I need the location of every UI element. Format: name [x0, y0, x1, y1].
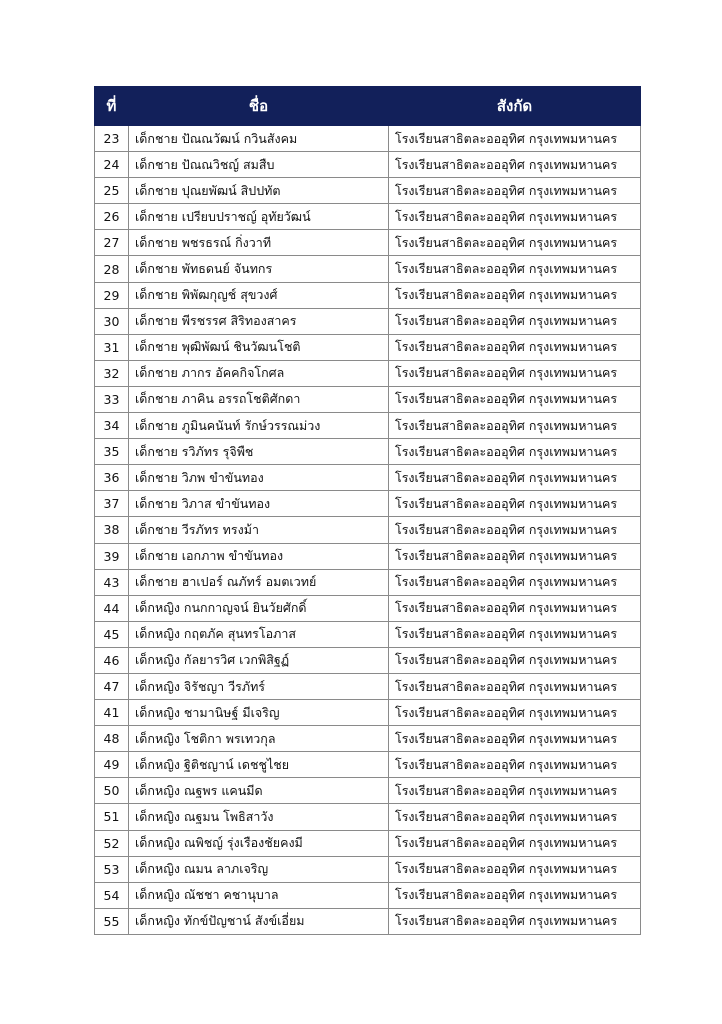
student-name: เด็กหญิง กฤตภัค สุนทรโอภาส	[129, 621, 389, 647]
row-number: 46	[95, 647, 129, 673]
school-affiliation: โรงเรียนสาธิตละอออุทิศ กรุงเทพมหานคร	[389, 152, 641, 178]
row-number: 35	[95, 439, 129, 465]
student-name: เด็กหญิง ณัชชา คชานุบาล	[129, 882, 389, 908]
student-name: เด็กหญิง ฐิติชญาน์ เดชชูไชย	[129, 752, 389, 778]
school-affiliation: โรงเรียนสาธิตละอออุทิศ กรุงเทพมหานคร	[389, 856, 641, 882]
school-affiliation: โรงเรียนสาธิตละอออุทิศ กรุงเทพมหานคร	[389, 465, 641, 491]
row-number: 47	[95, 673, 129, 699]
row-number: 23	[95, 126, 129, 152]
student-name: เด็กชาย พิพัฒกุญช์ สุขวงศ์	[129, 282, 389, 308]
row-number: 27	[95, 230, 129, 256]
row-number: 44	[95, 595, 129, 621]
table-row	[95, 282, 641, 308]
school-affiliation: โรงเรียนสาธิตละอออุทิศ กรุงเทพมหานคร	[389, 752, 641, 778]
school-affiliation: โรงเรียนสาธิตละอออุทิศ กรุงเทพมหานคร	[389, 830, 641, 856]
school-affiliation: โรงเรียนสาธิตละอออุทิศ กรุงเทพมหานคร	[389, 778, 641, 804]
school-affiliation: โรงเรียนสาธิตละอออุทิศ กรุงเทพมหานคร	[389, 908, 641, 934]
school-affiliation: โรงเรียนสาธิตละอออุทิศ กรุงเทพมหานคร	[389, 569, 641, 595]
student-roster-table	[94, 86, 641, 935]
row-number: 51	[95, 804, 129, 830]
student-name: เด็กชาย รวิภัทร รุจิพืช	[129, 439, 389, 465]
row-number: 33	[95, 386, 129, 412]
school-affiliation: โรงเรียนสาธิตละอออุทิศ กรุงเทพมหานคร	[389, 726, 641, 752]
school-affiliation: โรงเรียนสาธิตละอออุทิศ กรุงเทพมหานคร	[389, 517, 641, 543]
table-row	[95, 256, 641, 282]
student-name: เด็กชาย ปุณยพัฒน์ สิปปทัต	[129, 178, 389, 204]
table-row	[95, 595, 641, 621]
school-affiliation: โรงเรียนสาธิตละอออุทิศ กรุงเทพมหานคร	[389, 282, 641, 308]
row-number: 31	[95, 334, 129, 360]
table-row	[95, 882, 641, 908]
row-number: 54	[95, 882, 129, 908]
student-name: เด็กชาย ฮาเปอร์ ณภัทร์ อมตเวทย์	[129, 569, 389, 595]
table-row	[95, 830, 641, 856]
student-name: เด็กหญิง ชามานิษฐ์ มีเจริญ	[129, 700, 389, 726]
table-row	[95, 230, 641, 256]
row-number: 30	[95, 308, 129, 334]
school-affiliation: โรงเรียนสาธิตละอออุทิศ กรุงเทพมหานคร	[389, 491, 641, 517]
student-name: เด็กชาย ภาคิน อรรถโชติศักดา	[129, 386, 389, 412]
table-row	[95, 700, 641, 726]
row-number: 36	[95, 465, 129, 491]
school-affiliation: โรงเรียนสาธิตละอออุทิศ กรุงเทพมหานคร	[389, 230, 641, 256]
table-row	[95, 726, 641, 752]
table-row	[95, 465, 641, 491]
student-name: เด็กชาย พชรธรณ์ กิ่งวาที	[129, 230, 389, 256]
school-affiliation: โรงเรียนสาธิตละอออุทิศ กรุงเทพมหานคร	[389, 413, 641, 439]
row-number: 55	[95, 908, 129, 934]
row-number: 38	[95, 517, 129, 543]
table-row	[95, 517, 641, 543]
table-header-row	[95, 87, 641, 126]
school-affiliation: โรงเรียนสาธิตละอออุทิศ กรุงเทพมหานคร	[389, 386, 641, 412]
table-row	[95, 308, 641, 334]
student-name: เด็กหญิง ณมน ลาภเจริญ	[129, 856, 389, 882]
table-row	[95, 152, 641, 178]
row-number: 26	[95, 204, 129, 230]
student-name: เด็กชาย พีรชรรศ สิริทองสาคร	[129, 308, 389, 334]
student-name: เด็กหญิง จิรัชญา วีรภัทร์	[129, 673, 389, 699]
table-body	[95, 126, 641, 935]
school-affiliation: โรงเรียนสาธิตละอออุทิศ กรุงเทพมหานคร	[389, 543, 641, 569]
school-affiliation: โรงเรียนสาธิตละอออุทิศ กรุงเทพมหานคร	[389, 621, 641, 647]
row-number: 39	[95, 543, 129, 569]
row-number: 50	[95, 778, 129, 804]
student-name: เด็กชาย เอกภาพ ขำขันทอง	[129, 543, 389, 569]
table-row	[95, 204, 641, 230]
student-name: เด็กหญิง ทักข์ปัญชาน์ สังข์เอี่ยม	[129, 908, 389, 934]
school-affiliation: โรงเรียนสาธิตละอออุทิศ กรุงเทพมหานคร	[389, 882, 641, 908]
row-number: 29	[95, 282, 129, 308]
table-row	[95, 543, 641, 569]
row-number: 34	[95, 413, 129, 439]
row-number: 28	[95, 256, 129, 282]
student-name: เด็กชาย ภูมินคนันท์ รักษ์วรรณม่วง	[129, 413, 389, 439]
row-number: 48	[95, 726, 129, 752]
table-row	[95, 647, 641, 673]
student-name: เด็กหญิง ณฐมน โพธิสาวัง	[129, 804, 389, 830]
row-number: 53	[95, 856, 129, 882]
row-number: 32	[95, 360, 129, 386]
row-number: 45	[95, 621, 129, 647]
table-row	[95, 908, 641, 934]
school-affiliation: โรงเรียนสาธิตละอออุทิศ กรุงเทพมหานคร	[389, 126, 641, 152]
table-row	[95, 778, 641, 804]
header-name: ชื่อ	[129, 87, 389, 126]
table-row	[95, 856, 641, 882]
student-name: เด็กชาย ปัณณวิชญ์ สมสืบ	[129, 152, 389, 178]
row-number: 41	[95, 700, 129, 726]
table-row	[95, 360, 641, 386]
table-row	[95, 126, 641, 152]
table-row	[95, 178, 641, 204]
row-number: 43	[95, 569, 129, 595]
student-name: เด็กชาย ภากร อัคคกิจโกศล	[129, 360, 389, 386]
school-affiliation: โรงเรียนสาธิตละอออุทิศ กรุงเทพมหานคร	[389, 804, 641, 830]
school-affiliation: โรงเรียนสาธิตละอออุทิศ กรุงเทพมหานคร	[389, 439, 641, 465]
student-name: เด็กชาย พุฒิพัฒน์ ชินวัฒนโชติ	[129, 334, 389, 360]
row-number: 52	[95, 830, 129, 856]
student-name: เด็กชาย วิภพ ขำขันทอง	[129, 465, 389, 491]
table-row	[95, 386, 641, 412]
row-number: 25	[95, 178, 129, 204]
school-affiliation: โรงเรียนสาธิตละอออุทิศ กรุงเทพมหานคร	[389, 334, 641, 360]
table-row	[95, 439, 641, 465]
school-affiliation: โรงเรียนสาธิตละอออุทิศ กรุงเทพมหานคร	[389, 308, 641, 334]
school-affiliation: โรงเรียนสาธิตละอออุทิศ กรุงเทพมหานคร	[389, 178, 641, 204]
row-number: 49	[95, 752, 129, 778]
student-name: เด็กชาย พัทธดนย์ จันทกร	[129, 256, 389, 282]
table-row	[95, 491, 641, 517]
row-number: 37	[95, 491, 129, 517]
student-name: เด็กหญิง ณฐพร แคนมีด	[129, 778, 389, 804]
student-name: เด็กหญิง กนกกาญจน์ ยินวัยศักดิ์	[129, 595, 389, 621]
table-row	[95, 752, 641, 778]
school-affiliation: โรงเรียนสาธิตละอออุทิศ กรุงเทพมหานคร	[389, 360, 641, 386]
table-row	[95, 334, 641, 360]
school-affiliation: โรงเรียนสาธิตละอออุทิศ กรุงเทพมหานคร	[389, 595, 641, 621]
table-row	[95, 413, 641, 439]
school-affiliation: โรงเรียนสาธิตละอออุทิศ กรุงเทพมหานคร	[389, 673, 641, 699]
row-number: 24	[95, 152, 129, 178]
school-affiliation: โรงเรียนสาธิตละอออุทิศ กรุงเทพมหานคร	[389, 204, 641, 230]
student-name: เด็กชาย วีรภัทร ทรงม้า	[129, 517, 389, 543]
table-row	[95, 804, 641, 830]
school-affiliation: โรงเรียนสาธิตละอออุทิศ กรุงเทพมหานคร	[389, 647, 641, 673]
student-name: เด็กชาย ปัณณวัฒน์ กวินสังคม	[129, 126, 389, 152]
table-row	[95, 621, 641, 647]
student-name: เด็กหญิง กัลยารวิศ เวกพิสิฐฏ์	[129, 647, 389, 673]
table-row	[95, 569, 641, 595]
student-name: เด็กหญิง โชติกา พรเทวกุล	[129, 726, 389, 752]
student-name: เด็กชาย วิภาส ขำขันทอง	[129, 491, 389, 517]
header-number: ที่	[95, 87, 129, 126]
student-name: เด็กชาย เปรียบปราชญ์ อุทัยวัฒน์	[129, 204, 389, 230]
table-row	[95, 673, 641, 699]
school-affiliation: โรงเรียนสาธิตละอออุทิศ กรุงเทพมหานคร	[389, 700, 641, 726]
school-affiliation: โรงเรียนสาธิตละอออุทิศ กรุงเทพมหานคร	[389, 256, 641, 282]
student-name: เด็กหญิง ณพิชญ์ รุ่งเรืองชัยคงมี	[129, 830, 389, 856]
header-affiliation: สังกัด	[389, 87, 641, 126]
